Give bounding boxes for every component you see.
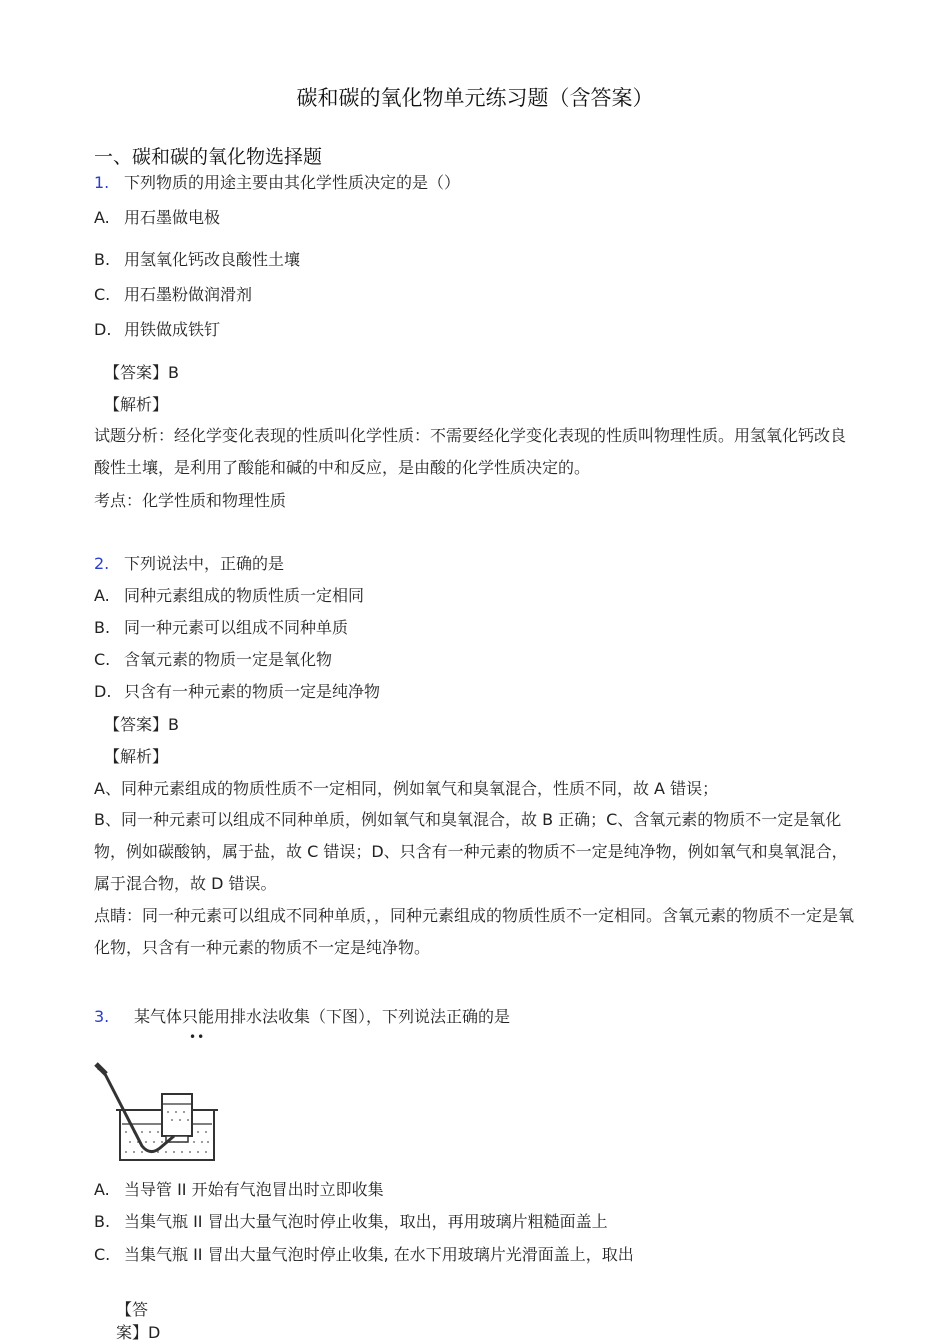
water-collection-apparatus-diagram bbox=[94, 1060, 219, 1165]
question-number: 1. bbox=[94, 173, 110, 192]
option-d: D. 只含有一种元素的物质一定是纯净物 bbox=[94, 682, 381, 701]
option-a: A. 同种元素组成的物质性质一定相同 bbox=[94, 586, 365, 605]
analysis-text: 试题分析：经化学变化表现的性质叫化学性质：不需要经化学变化表现的性质叫物理性质。用氢氧化钙改良酸性土壤，是利用了酸能和碱的中和反应，是由酸的化学性质决定的。 bbox=[94, 426, 847, 477]
option-c: C. 含氧元素的物质一定是氧化物 bbox=[94, 650, 333, 669]
analysis-text-b: B、同一种元素可以组成不同种单质，例如氧气和臭氧混合，故 B 正确；C、含氧元素的物质不一定是氧化物，例如碳酸钠，属于盐，故 C 错误；D、只含有一种元素的物质不一定是纯净物，例如氧气和臭氧混合，属于混合物，故 D 错误。 bbox=[94, 810, 848, 893]
question-number: 3. bbox=[94, 1007, 110, 1026]
question-1-stem: 1. 下列物质的用途主要由其化学性质决定的是（） bbox=[94, 173, 461, 192]
answer-label: 【答案】B bbox=[104, 363, 179, 382]
emphasis-dots: •• bbox=[189, 1030, 206, 1044]
analysis-label: 【解析】 bbox=[104, 747, 169, 766]
option-b: B. 当集气瓶 II 冒出大量气泡时停止收集，取出，再用玻璃片粗糙面盖上 bbox=[94, 1212, 608, 1231]
question-2-stem: 2. 下列说法中，正确的是 bbox=[94, 554, 285, 573]
option-c: C. 当集气瓶 II 冒出大量气泡时停止收集, 在水下用玻璃片光滑面盖上，取出 bbox=[94, 1245, 634, 1264]
question-3-stem: 3. 某气体只能用排水法收集（下图），下列说法正确的是 bbox=[94, 1007, 511, 1026]
option-d: D. 用铁做成铁钉 bbox=[94, 320, 221, 339]
analysis-label: 【解析】 bbox=[104, 395, 169, 414]
page-title: 碳和碳的氧化物单元练习题（含答案） bbox=[296, 86, 654, 110]
option-b: B. 用氢氧化钙改良酸性土壤 bbox=[94, 250, 301, 269]
comment-text: 点睛：同一种元素可以组成不同种单质，，同种元素组成的物质性质不一定相同。含氧元素的物质不一定是氧化物，只含有一种元素的物质不一定是纯净物。 bbox=[94, 906, 855, 957]
analysis-text-a: A、同种元素组成的物质性质不一定相同，例如氧气和臭氧混合，性质不同，故 A 错误； bbox=[94, 779, 719, 798]
option-a: A. 用石墨做电极 bbox=[94, 208, 221, 227]
option-c: C. 用石墨粉做润滑剂 bbox=[94, 285, 253, 304]
knowledge-point: 考点：化学性质和物理性质 bbox=[94, 491, 287, 510]
answer-label: 【答案】D bbox=[116, 1300, 161, 1342]
section-heading: 一、碳和碳的氧化物选择题 bbox=[94, 146, 323, 168]
answer-label: 【答案】B bbox=[104, 715, 179, 734]
option-a: A. 当导管 II 开始有气泡冒出时立即收集 bbox=[94, 1180, 384, 1199]
question-number: 2. bbox=[94, 554, 110, 573]
option-b: B. 同一种元素可以组成不同种单质 bbox=[94, 618, 349, 637]
